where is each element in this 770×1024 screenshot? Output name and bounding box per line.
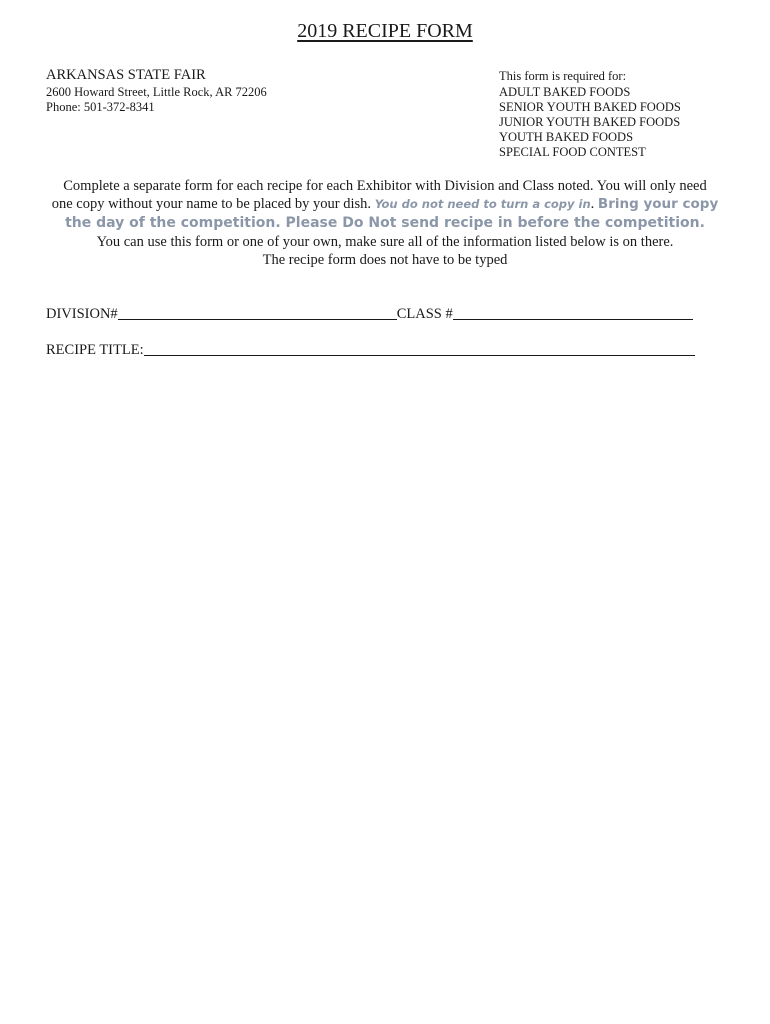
organization-block [46,66,376,115]
recipe-title-label: RECIPE TITLE: [46,342,144,358]
organization-phone: Phone: 501-372-8341 [46,100,155,114]
required-for-item: SENIOR YOUTH BAKED FOODS [499,100,681,114]
recipe-title-field[interactable] [144,341,695,356]
instructions-line-3: the day of the competition. Please Do Not send recipe in before the competition. [65,215,705,231]
division-class-row [46,305,693,323]
instructions-line-1: Complete a separate form for each recipe for each Exhibitor with Division and Class noted. You will only need [63,178,707,194]
required-for-item: ADULT BAKED FOODS [499,85,631,99]
class-label: CLASS # [396,306,453,322]
instructions-italic-note: You do not need to turn a copy in [374,197,591,211]
instructions-block [34,177,736,269]
instructions-bold-note: Bring your copy [597,196,719,212]
form-title: 2019 RECIPE FORM [297,20,473,42]
required-for-item: SPECIAL FOOD CONTEST [499,145,646,159]
required-for-item: YOUTH BAKED FOODS [499,130,634,144]
organization-name: ARKANSAS STATE FAIR [46,67,206,83]
division-field[interactable] [118,305,397,320]
division-label: DIVISION# [46,306,118,322]
instructions-plain-text: one copy without your name to be placed by your dish. [51,196,372,212]
instructions-period: . [590,196,595,212]
instructions-line-2 [34,195,736,213]
recipe-title-row [46,341,695,359]
organization-address: 2600 Howard Street, Little Rock, AR 72206 [46,85,267,99]
required-for-item: JUNIOR YOUTH BAKED FOODS [499,115,681,129]
required-for-block [499,69,759,160]
instructions-line-4: You can use this form or one of your own, make sure all of the information listed below is on there. [96,234,674,250]
class-field[interactable] [453,305,693,320]
instructions-line-5: The recipe form does not have to be typed [262,252,508,268]
required-for-intro: This form is required for: [499,69,627,83]
